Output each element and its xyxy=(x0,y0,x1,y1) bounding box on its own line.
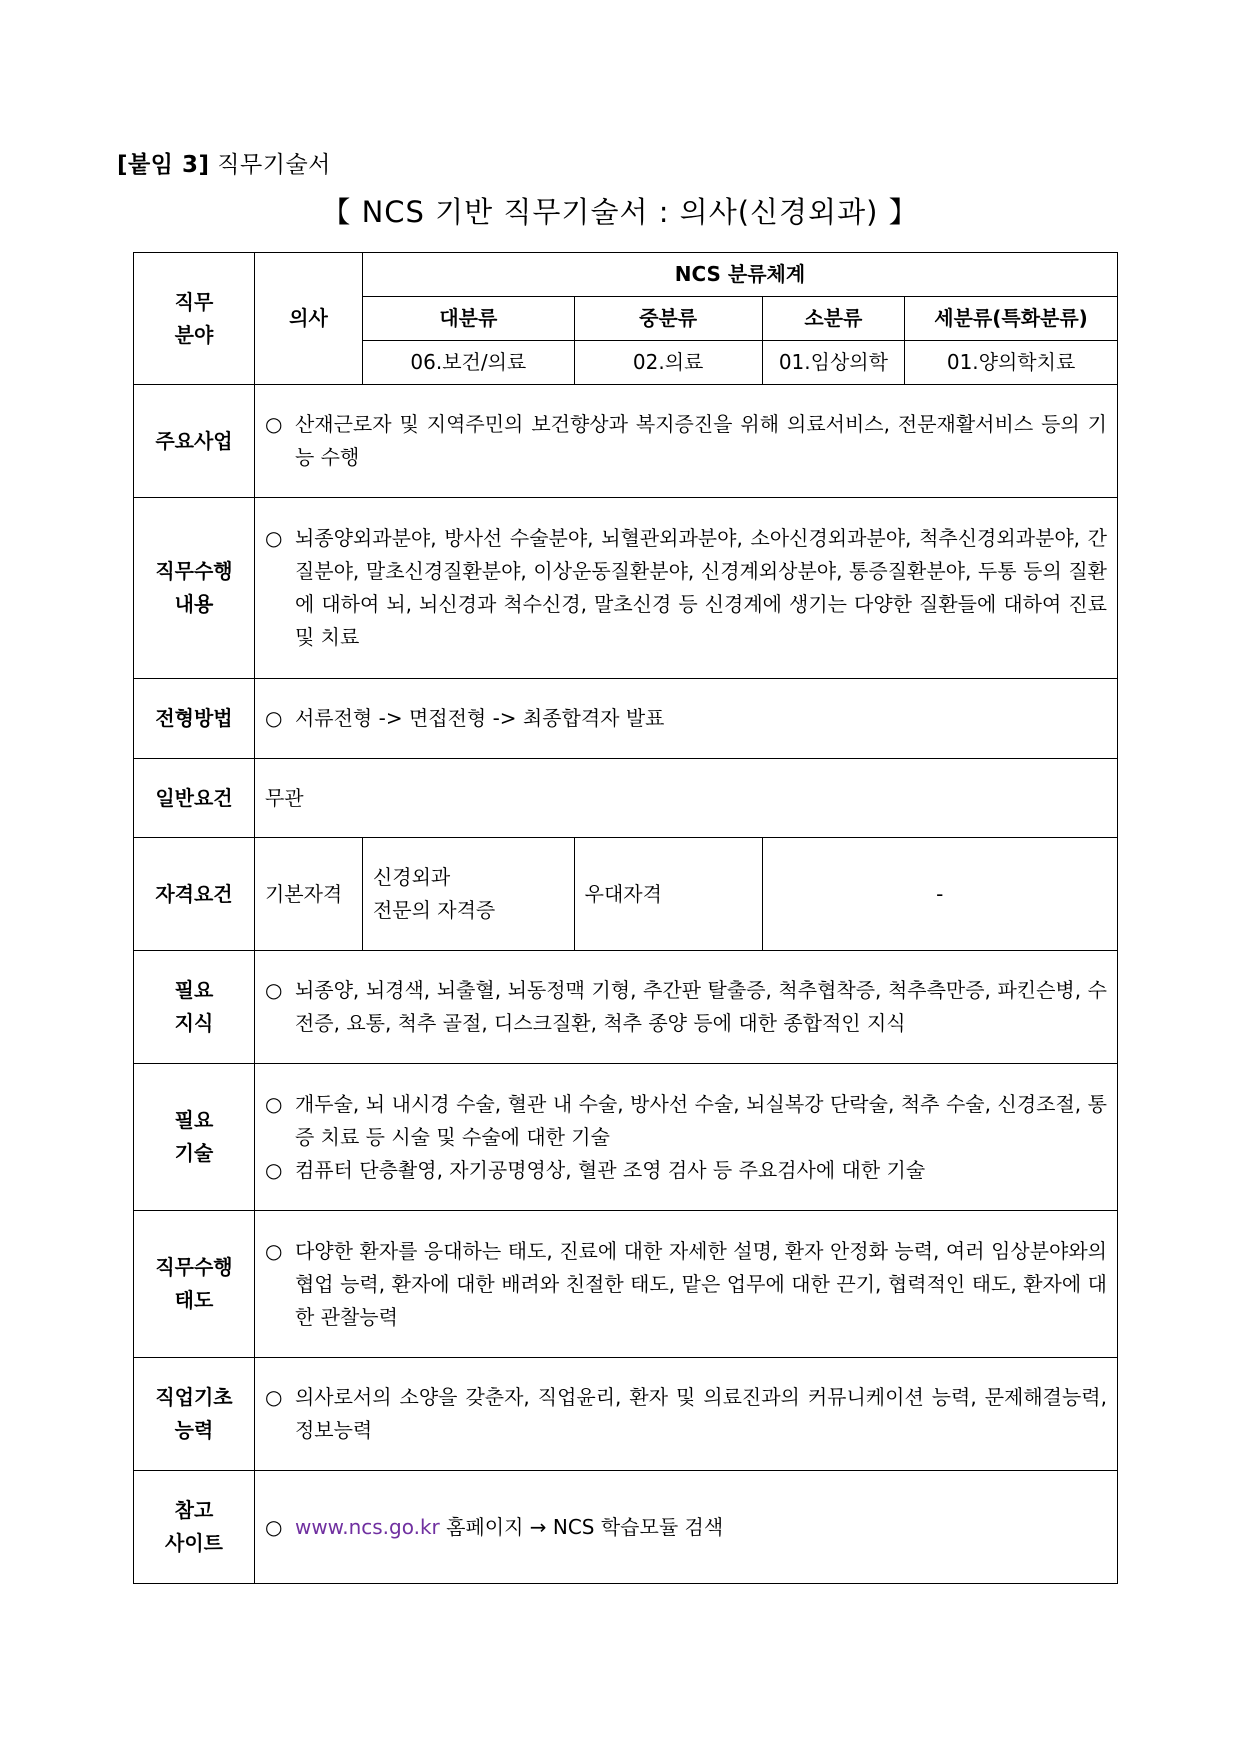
reference-content xyxy=(254,1471,1117,1584)
skills-item-text: 컴퓨터 단층촬영, 자기공명영상, 혈관 조영 검사 등 주요검사에 대한 기술 xyxy=(294,1157,926,1182)
ncs-middle-category-value: 02.의료 xyxy=(574,341,762,385)
duties-content xyxy=(254,498,1117,679)
bullet-circle: ○ xyxy=(264,1091,283,1116)
reference-header xyxy=(134,1471,255,1584)
attitude-header-line2: 태도 xyxy=(174,1288,214,1312)
skills-item xyxy=(265,1088,1107,1154)
attitude-header-line1: 직무수행 xyxy=(155,1255,233,1279)
basic-ability-text: 의사로서의 소양을 갖춘자, 직업윤리, 환자 및 의료진과의 커뮤니케이션 능력, 문제해결능력, 정보능력 xyxy=(294,1385,1107,1442)
general-requirement-text: 무관 xyxy=(254,759,1117,838)
ncs-middle-category-header: 중분류 xyxy=(574,297,762,341)
reference-text: 홈페이지 → NCS 학습모듈 검색 xyxy=(446,1514,724,1539)
ncs-website-link[interactable]: www.ncs.go.kr xyxy=(294,1514,440,1539)
skills-header xyxy=(134,1064,255,1211)
skills-header-line2: 기술 xyxy=(174,1141,214,1165)
skills-item xyxy=(265,1154,1107,1187)
attachment-number: [붙임 3] xyxy=(117,152,210,178)
preferred-qualification-value: - xyxy=(762,838,1117,951)
job-field-header-line2: 분야 xyxy=(174,322,214,347)
selection-content xyxy=(254,679,1117,759)
basic-qualification-line2: 전문의 자격증 xyxy=(372,898,496,922)
preferred-qualification-label: 우대자격 xyxy=(574,838,762,951)
duties-text: 뇌종양외과분야, 방사선 수술분야, 뇌혈관외과분야, 소아신경외과분야, 척추신경외과분야, 간질분야, 말초신경질환분야, 이상운동질환분야, 신경계외상분야, 통증질환분야, 두통 등의 질환에 대하여 뇌, 뇌신경과 척수신경, 말초신경 등 신경계에 생기는 다양한 질환들에 대하여 진료 및 치료 xyxy=(294,526,1107,649)
basic-ability-header xyxy=(134,1358,255,1471)
job-field-header-line1: 직무 xyxy=(174,289,214,314)
attachment-text: 직무기술서 xyxy=(217,152,331,178)
bullet-circle: ○ xyxy=(264,1238,283,1263)
selection-header: 전형방법 xyxy=(134,679,255,759)
ncs-sub-category-header: 세분류(특화분류) xyxy=(905,297,1118,341)
knowledge-text: 뇌종양, 뇌경색, 뇌출혈, 뇌동정맥 기형, 추간판 탈출증, 척추협착증, 척추측만증, 파킨슨병, 수전증, 요통, 척추 골절, 디스크질환, 척추 종양 등에 대한 종합적인 지식 xyxy=(294,978,1107,1035)
basic-ability-header-line2: 능력 xyxy=(174,1418,214,1442)
skills-content xyxy=(254,1064,1117,1211)
bullet-circle: ○ xyxy=(264,1385,283,1409)
bullet-circle: ○ xyxy=(264,526,283,550)
reference-header-line1: 참고 xyxy=(174,1498,214,1522)
duties-header-line1: 직무수행 xyxy=(155,559,233,583)
knowledge-header-line1: 필요 xyxy=(174,978,214,1002)
job-description-table xyxy=(133,252,1118,1584)
job-field-value: 의사 xyxy=(254,253,362,385)
attitude-content xyxy=(254,1211,1117,1358)
job-field-header xyxy=(134,253,255,385)
attitude-header xyxy=(134,1211,255,1358)
reference-header-line2: 사이트 xyxy=(165,1531,223,1555)
attachment-label xyxy=(117,146,331,179)
basic-qualification-line1: 신경외과 xyxy=(372,865,451,889)
basic-ability-content xyxy=(254,1358,1117,1471)
duties-header-line2: 내용 xyxy=(174,592,214,616)
ncs-minor-category-value: 01.임상의학 xyxy=(762,341,905,385)
main-business-text: 산재근로자 및 지역주민의 보건향상과 복지증진을 위해 의료서비스, 전문재활서비스 등의 기능 수행 xyxy=(294,412,1107,469)
attitude-text: 다양한 환자를 응대하는 태도, 진료에 대한 자세한 설명, 환자 안정화 능력, 여러 임상분야와의 협업 능력, 환자에 대한 배려와 친절한 태도, 맡은 업무에 대한 끈기, 협력적인 태도, 환자에 대한 관찰능력 xyxy=(294,1238,1107,1329)
qualification-header: 자격요건 xyxy=(134,838,255,951)
ncs-major-category-header: 대분류 xyxy=(362,297,574,341)
document-title: 【 NCS 기반 직무기술서 : 의사(신경외과) 】 xyxy=(321,195,919,229)
general-requirement-header: 일반요건 xyxy=(134,759,255,838)
ncs-classification-title: NCS 분류체계 xyxy=(362,253,1117,297)
knowledge-header-line2: 지식 xyxy=(174,1011,214,1035)
bullet-circle: ○ xyxy=(264,412,283,436)
main-business-content xyxy=(254,385,1117,498)
skills-header-line1: 필요 xyxy=(174,1108,214,1132)
basic-qualification-label: 기본자격 xyxy=(254,838,362,951)
ncs-sub-category-value: 01.양의학치료 xyxy=(905,341,1118,385)
basic-ability-header-line1: 직업기초 xyxy=(155,1385,233,1409)
bullet-circle: ○ xyxy=(264,978,283,1002)
basic-qualification-value xyxy=(362,838,574,951)
knowledge-header xyxy=(134,951,255,1064)
bullet-circle: ○ xyxy=(264,1514,283,1539)
ncs-major-category-value: 06.보건/의료 xyxy=(362,341,574,385)
bullet-circle: ○ xyxy=(264,1157,283,1182)
skills-item-text: 개두술, 뇌 내시경 수술, 혈관 내 수술, 방사선 수술, 뇌실복강 단락술, 척추 수술, 신경조절, 통증 치료 등 시술 및 수술에 대한 기술 xyxy=(294,1091,1107,1149)
ncs-minor-category-header: 소분류 xyxy=(762,297,905,341)
knowledge-content xyxy=(254,951,1117,1064)
bullet-circle: ○ xyxy=(264,706,283,730)
main-business-header: 주요사업 xyxy=(134,385,255,498)
selection-text: 서류전형 -> 면접전형 -> 최종합격자 발표 xyxy=(294,706,665,730)
duties-header xyxy=(134,498,255,679)
